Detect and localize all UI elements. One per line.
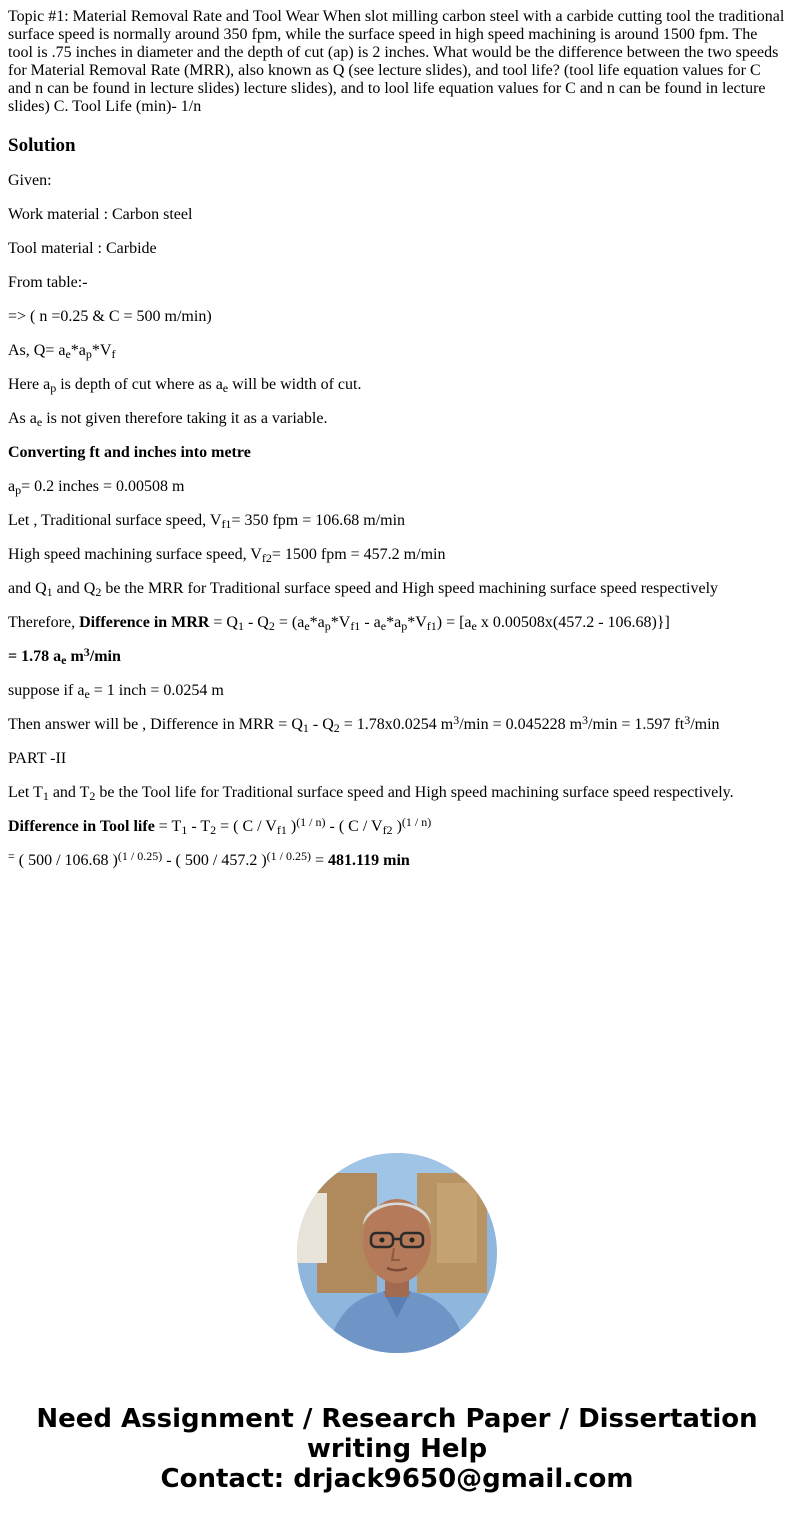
hsm-speed: High speed machining surface speed, $V_{f2}= 1500$ fpm = 457.2 m/min	[8, 546, 446, 565]
tool-life-calculation: = ( 500 / 106.68 )$^{(1 / 0.25)}$ - ( 500 / 457.2 )$^{(1 / 0.25)}$ = 481.119 min	[8, 849, 410, 869]
solution-heading: Solution	[8, 135, 76, 156]
solution-document	[8, 8, 786, 870]
tool-material: Tool material : Carbide	[8, 240, 157, 257]
from-table: From table:-	[8, 274, 88, 291]
difference-mrr-result: = 1.78 $a_e$ $m^3/\min$	[8, 645, 121, 667]
part-two-heading: PART -II	[8, 750, 67, 767]
promo-line-1: Need Assignment / Research Paper / Dissertation	[36, 1404, 758, 1434]
given-label: Given:	[8, 172, 52, 189]
t-definitions: Let $T_1$ and $T_2$ be the Tool life for Traditional surface speed and High speed machining surface speed respectively.	[8, 784, 734, 803]
difference-tool-life: Difference in Tool life = $T_1 - T_2$ = ( C / $V_{f1}$ )$^{(1 / n)}$ - ( C / $V_{f2}$ )$^{(1 / n)}$	[8, 815, 432, 837]
tutor-portrait-image	[297, 1153, 497, 1353]
question-text: Topic #1: Material Removal Rate and Tool Wear When slot milling carbon steel with a carbide cutting tool the traditional surface speed is normally around 350 fpm, while the surface speed in high speed machining is around 1500 fpm. The tool is .75 inches in diameter and the depth of cut (ap) is 2 inches. What would be the difference between the two speeds for Material Removal Rate (MRR), also known as Q (see lecture slides), and tool life? (tool life equation values for C and n can be found in lecture slides) lecture slides), and to lool life equation values for C and n can be found in lecture slides) C. Tool Life (min)- 1/n	[8, 8, 785, 115]
ap-definition: Here $a_p$ is depth of cut where as $a_e$ will be width of cut.	[8, 376, 362, 395]
difference-mrr: Therefore, Difference in MRR = $Q_1 - Q_2 = (a_e*a_p*V_{f1} - a_e*a_p*V_{f1}) = [a_e$ x 0.00508x(457.2 - 106.68)}]	[8, 614, 670, 633]
mrr-answer: Then answer will be , Difference in MRR = $Q_1 - Q_2 = 1.78x0.0254$ $m^3/\min = 0.045228$ $m^3/\min = 1.597$ $ft^3/\min$	[8, 713, 720, 735]
converting-heading: Converting ft and inches into metre	[8, 444, 251, 461]
ap-value: $a_p= 0.2$ inches = 0.00508 m	[8, 478, 185, 497]
promo-banner	[0, 1404, 794, 1494]
promo-line-2: writing Help	[306, 1434, 488, 1464]
traditional-speed: Let , Traditional surface speed, $V_{f1}= 350$ fpm = 106.68 m/min	[8, 512, 406, 531]
mrr-formula: As, $Q= a_e*a_p*V_f$	[8, 342, 116, 361]
promo-contact[interactable]: Contact: drjack9650@gmail.com	[160, 1464, 634, 1494]
constants-line: => ( n =0.25 & C = 500 m/min)	[8, 308, 212, 325]
q-definitions: and $Q_1$ and $Q_2$ be the MRR for Traditional surface speed and High speed machining surface speed respectively	[8, 580, 719, 599]
work-material: Work material : Carbon steel	[8, 206, 193, 223]
suppose-ae: suppose if $a_e = 1$ inch = 0.0254 m	[8, 682, 224, 701]
ae-variable-note: As $a_e$ is not given therefore taking it as a variable.	[8, 410, 328, 429]
tutor-avatar	[297, 1153, 497, 1353]
